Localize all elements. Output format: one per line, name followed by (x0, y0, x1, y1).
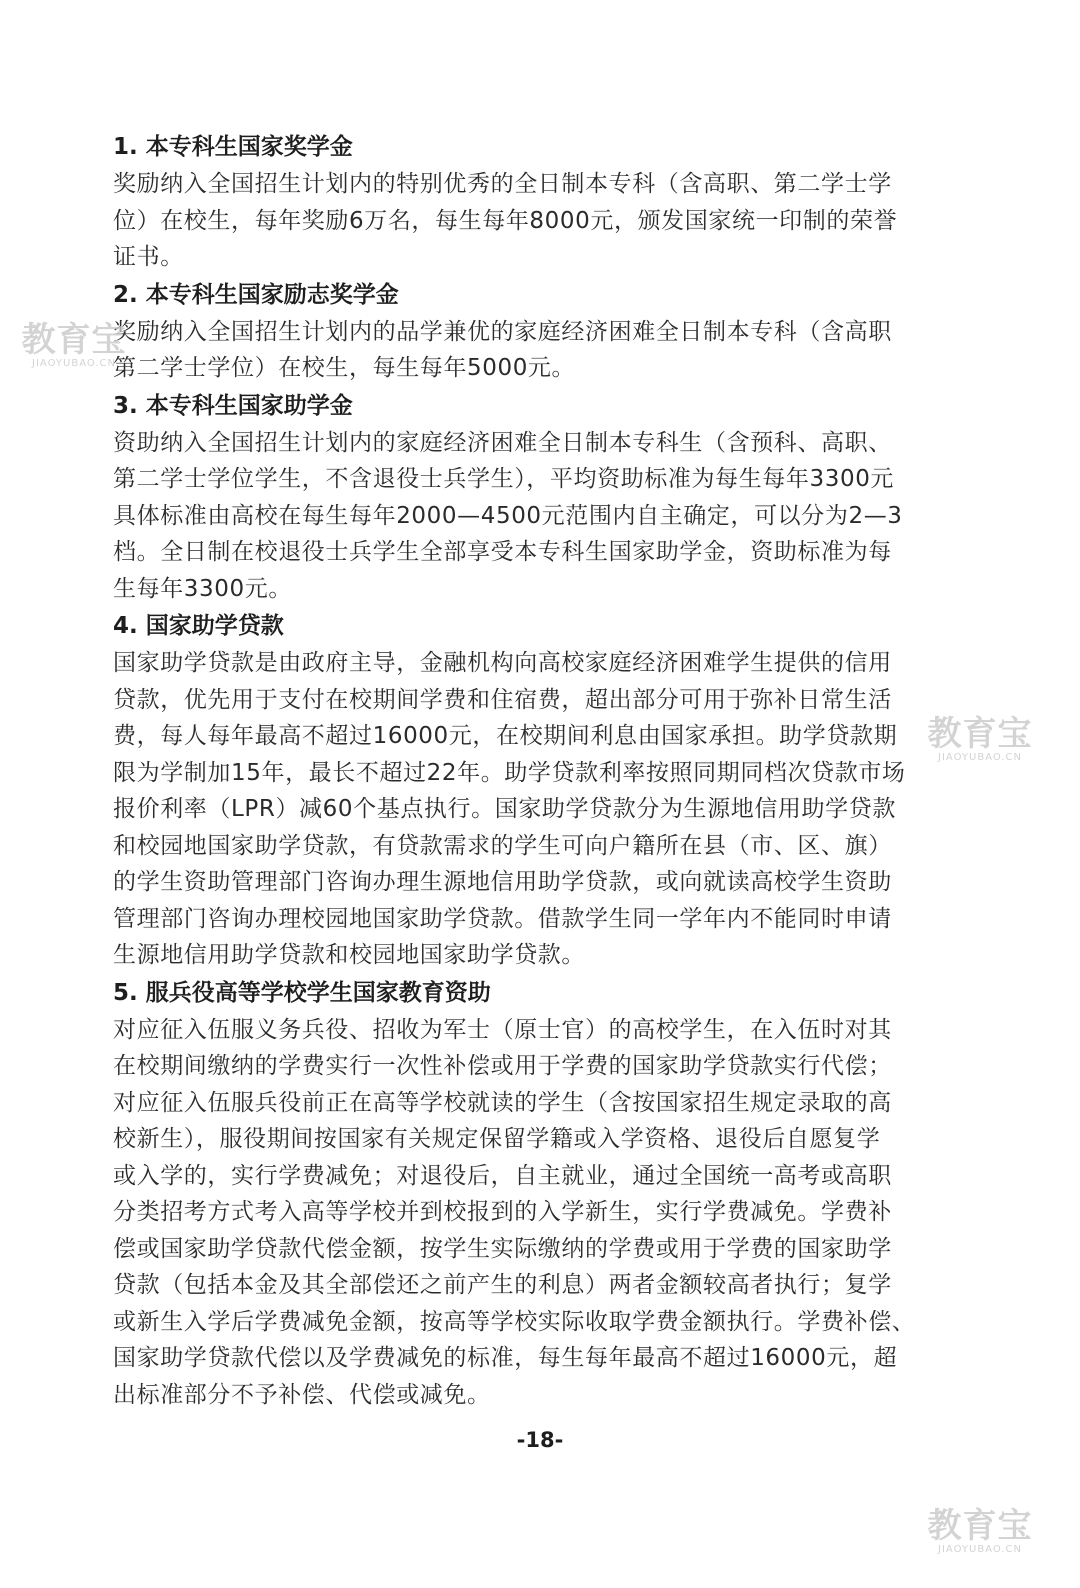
body-line: 在校期间缴纳的学费实行一次性补偿或用于学费的国家助学贷款实行代偿； (113, 1053, 892, 1079)
section-heading: 1. 本专科生国家奖学金 (113, 134, 353, 160)
watermark-bottom-right (920, 1508, 1040, 1556)
body-line: 和校园地国家助学贷款，有贷款需求的学生可向户籍所在县（市、区、旗） (113, 832, 892, 859)
section-heading: 2. 本专科生国家励志奖学金 (113, 281, 399, 308)
section-2 (113, 276, 943, 387)
body-line: 校新生），服役期间按国家有关规定保留学籍或入学资格、退役后自愿复学 (113, 1126, 881, 1152)
body-line: 生每年3300元。 (113, 575, 292, 602)
body-line: 分类招考方式考入高等学校并到校报到的入学新生，实行学费减免。学费补 (113, 1199, 892, 1225)
body-line: 资助纳入全国招生计划内的家庭经济困难全日制本专科生（含预科、高职、 (113, 429, 892, 456)
section-heading: 5. 服兵役高等学校学生国家教育资助 (113, 979, 491, 1006)
watermark-logo: 教育宝 (927, 714, 1033, 754)
body-line: 贷款，优先用于支付在校期间学费和住宿费，超出部分可用于弥补日常生活 (113, 686, 892, 713)
section-1 (113, 128, 943, 276)
section-5 (113, 974, 943, 1414)
watermark-left (14, 322, 134, 370)
section-4 (113, 607, 943, 974)
body-line: 或入学的，实行学费减免；对退役后，自主就业，通过全国统一高考或高职 (113, 1162, 892, 1189)
body-line: 对应征入伍服义务兵役、招收为军士（原士官）的高校学生，在入伍时对其 (113, 1016, 892, 1043)
section-heading: 4. 国家助学贷款 (113, 613, 284, 639)
body-line: 档。全日制在校退役士兵学生全部享受本专科生国家助学金，资助标准为每 (113, 539, 892, 565)
body-line: 国家助学贷款是由政府主导，金融机构向高校家庭经济困难学生提供的信用 (113, 650, 892, 676)
body-line: 位）在校生，每年奖励6万名，每生每年8000元，颁发国家统一印制的荣誉 (113, 207, 898, 234)
body-line: 奖励纳入全国招生计划内的特别优秀的全日制本专科（含高职、第二学士学 (113, 171, 892, 197)
body-line: 偿或国家助学贷款代偿金额，按学生实际缴纳的学费或用于学费的国家助学 (113, 1235, 892, 1262)
body-line: 管理部门咨询办理校园地国家助学贷款。借款学生同一学年内不能同时申请 (113, 905, 892, 932)
document-body (113, 128, 943, 1413)
body-line: 奖励纳入全国招生计划内的品学兼优的家庭经济困难全日制本专科（含高职 (113, 318, 892, 345)
body-line: 证书。 (113, 244, 184, 270)
body-line: 第二学士学位学生，不含退役士兵学生），平均资助标准为每生每年3300元 (113, 466, 895, 492)
body-line: 第二学士学位）在校生，每生每年5000元。 (113, 355, 576, 381)
page-number: -18- (516, 1428, 564, 1452)
body-line: 出标准部分不予补偿、代偿或减免。 (113, 1381, 491, 1408)
watermark-logo: 教育宝 (21, 320, 127, 360)
body-line: 国家助学贷款代偿以及学费减免的标准，每生每年最高不超过16000元，超 (113, 1345, 898, 1371)
body-line: 限为学制加15年，最长不超过22年。助学贷款利率按照同期同档次贷款市场 (113, 759, 906, 786)
body-line: 对应征入伍服兵役前正在高等学校就读的学生（含按国家招生规定录取的高 (113, 1089, 892, 1116)
section-3 (113, 387, 943, 608)
section-heading: 3. 本专科生国家助学金 (113, 392, 353, 419)
watermark-right (920, 716, 1040, 764)
watermark-url: JIAOYUBAO.CN (938, 1544, 1022, 1555)
watermark-logo: 教育宝 (927, 1506, 1033, 1546)
body-line: 贷款（包括本金及其全部偿还之前产生的利息）两者金额较高者执行；复学 (113, 1272, 892, 1298)
watermark-url: JIAOYUBAO.CN (32, 358, 116, 369)
body-line: 的学生资助管理部门咨询办理生源地信用助学贷款，或向就读高校学生资助 (113, 869, 892, 895)
body-line: 具体标准由高校在每生每年2000—4500元范围内自主确定，可以分为2—3 (113, 502, 903, 529)
body-line: 或新生入学后学费减免金额，按高等学校实际收取学费金额执行。学费补偿、 (113, 1308, 916, 1335)
body-line: 费，每人每年最高不超过16000元，在校期间利息由国家承担。助学贷款期 (113, 723, 898, 749)
body-line: 生源地信用助学贷款和校园地国家助学贷款。 (113, 942, 585, 968)
watermark-url: JIAOYUBAO.CN (938, 752, 1022, 763)
body-line: 报价利率（LPR）减60个基点执行。国家助学贷款分为生源地信用助学贷款 (113, 796, 896, 822)
